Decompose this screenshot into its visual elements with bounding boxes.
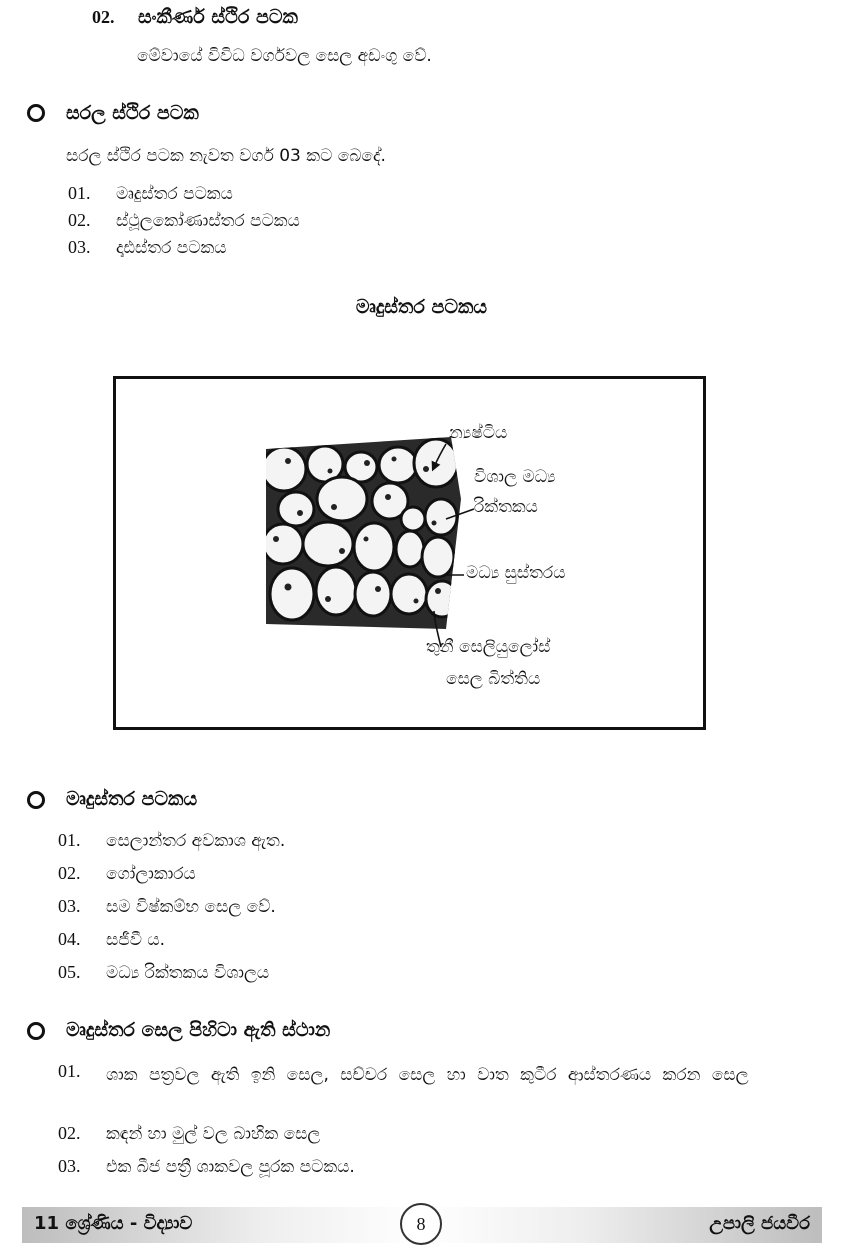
features-heading: මෘදුස්තර පටකය	[66, 788, 198, 810]
list-number: 03.	[58, 896, 81, 916]
label-large-vacuole-line1: විශාල මධ්‍ය	[474, 467, 556, 487]
bullet-circle-icon	[27, 791, 45, 809]
list-text: දෘඪස්තර පටකය	[116, 238, 227, 258]
list-item	[58, 929, 165, 950]
list-number: 01.	[58, 1061, 81, 1081]
figure-caption: මෘදුස්තර පටකය	[355, 296, 488, 318]
section-02-number: 02.	[92, 7, 115, 27]
list-text: මෘදුස්තර පටකය	[116, 184, 233, 204]
list-item	[68, 237, 227, 258]
list-number: 03.	[68, 237, 91, 257]
list-number: 02.	[58, 863, 81, 883]
list-text: සම විෂ්කම්භ සෙල වේ.	[106, 897, 276, 917]
list-number: 02.	[68, 210, 91, 230]
list-number: 01.	[68, 183, 91, 203]
list-number: 03.	[58, 1156, 81, 1176]
list-item	[58, 896, 276, 917]
list-item	[58, 962, 269, 983]
parenchyma-cells-illustration	[116, 379, 703, 727]
list-item	[68, 183, 233, 204]
list-text: ගෝලාකාරය	[106, 864, 196, 884]
list-text: ශාක පත්‍රවල ඇති ඉනි සෙල, සච්චර සෙල හා වාත කුටීර ආස්තරණය කරන සෙල	[106, 1065, 749, 1085]
list-text: කඳන් හා මුල් වල බාහික සෙල	[106, 1124, 321, 1144]
parenchyma-figure	[113, 376, 706, 730]
list-item	[58, 830, 285, 851]
label-nucleus: න්‍යෂ්ටිය	[449, 423, 508, 443]
simple-tissue-intro: සරල ස්ථිර පටක නැවත වර්ග 03 කට බෙදේ.	[66, 146, 386, 166]
list-text: මධ්‍ය රික්තකය විශාලය	[106, 963, 270, 983]
bullet-circle-icon	[27, 1022, 45, 1040]
section-02-heading: සංකීර්ණ ස්ථිර පටක	[138, 6, 298, 28]
list-text: ස්ථූලකෝණාස්තර පටකය	[116, 211, 300, 231]
list-text: සෙලාන්තර අවකාශ ඇත.	[106, 831, 286, 851]
section-02-description: මේවායේ විවිධ වර්ගවල සෙල අඩංගු වේ.	[137, 46, 432, 66]
label-cell-wall-line1: තුනී සෙලියුලෝස්	[426, 637, 551, 657]
footer-author: උපාලි ජයවීර	[709, 1213, 810, 1234]
list-number: 01.	[58, 830, 81, 850]
list-item	[58, 1061, 813, 1089]
list-text: සජීවී ය.	[106, 930, 165, 950]
list-item	[68, 210, 300, 231]
label-cell-wall-line2: සෙල බිත්තිය	[446, 669, 541, 689]
page-number: 8	[400, 1203, 442, 1245]
locations-heading: මෘදුස්තර සෙල පිහිටා ඇති ස්ථාන	[66, 1019, 331, 1041]
label-middle-lamella: මධ්‍ය සුස්තරය	[466, 563, 566, 583]
page-footer	[22, 1207, 822, 1243]
simple-tissue-heading: සරල ස්ථිර පටක	[66, 102, 199, 124]
list-number: 04.	[58, 929, 81, 949]
list-item	[58, 1156, 355, 1177]
list-number: 02.	[58, 1123, 81, 1143]
list-item	[58, 1123, 320, 1144]
label-large-vacuole-line2: රික්තකය	[474, 497, 538, 517]
list-item	[58, 863, 196, 884]
list-number: 05.	[58, 962, 81, 982]
bullet-circle-icon	[27, 104, 45, 122]
list-text: එක බීජ පත්‍රී ශාකවල පූරක පටකය.	[106, 1157, 355, 1177]
footer-grade-subject: 11 ශ්‍රේණිය - විද්‍යාව	[34, 1213, 193, 1234]
section-02-title	[92, 6, 298, 28]
